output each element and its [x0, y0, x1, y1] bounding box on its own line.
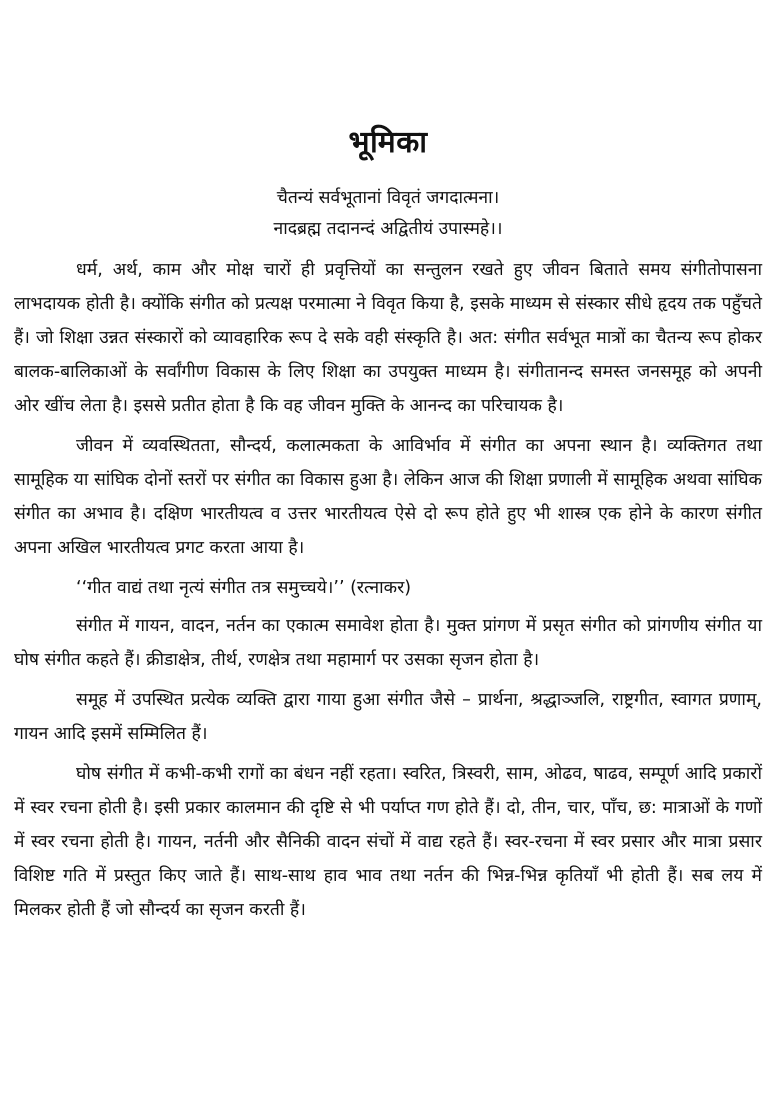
document-page	[14, 120, 762, 933]
verse-line: नादब्रह्म तदानन्दं अद्वितीयं उपास्महे।।	[273, 219, 503, 239]
page-title: भूमिका	[348, 125, 428, 160]
paragraph: जीवन में व्यवस्थितता, सौन्दर्य, कलात्मकता के आविर्भाव में संगीत का अपना स्थान है। व्यक्तिगत तथा सामूहिक या सांघिक दोनों स्तरों पर संगीत का विकास हुआ है। लेकिन आज की शिक्षा प्रणाली में सामूहिक अथवा सांघिक संगीत का अभाव है। दक्षिण भारतीयत्व व उत्तर भारतीयत्व ऐसे दो रूप होते हुए भी शास्त्र एक होने के कारण संगीत अपना अखिल भारतीयत्व प्रगट करता आया है।	[14, 436, 762, 558]
quotation: ‘‘गीत वाद्यं तथा नृत्यं संगीत तत्र समुच्चये।’’ (रत्नाकर)	[76, 578, 412, 598]
paragraph: समूह में उपस्थित प्रत्येक व्यक्ति द्वारा गाया हुआ संगीत जैसे – प्रार्थना, श्रद्धाञ्जलि, राष्ट्रगीत, स्वागत प्रणाम्, गायन आदि इसमें सम्मिलित हैं।	[14, 690, 762, 744]
sanskrit-verse	[14, 183, 762, 245]
paragraph: संगीत में गायन, वादन, नर्तन का एकात्म समावेश होता है। मुक्त प्रांगण में प्रसृत संगीत को प्रांगणीय संगीत या घोष संगीत कहते हैं। क्रीडाक्षेत्र, तीर्थ, रणक्षेत्र तथा महामार्ग पर उसका सृजन होता है।	[14, 616, 762, 670]
verse-line: चैतन्यं सर्वभूतानां विवृतं जगदात्मना।	[276, 188, 500, 208]
paragraph: घोष संगीत में कभी-कभी रागों का बंधन नहीं रहता। स्वरित, त्रिस्वरी, साम, ओढव, षाढव, सम्पूर्ण आदि प्रकारों में स्वर रचना होती है। इसी प्रकार कालमान की दृष्टि से भी पर्याप्त गण होते हैं। दो, तीन, चार, पाँच, छ: मात्राओं के गणों में स्वर रचना होती है। गायन, नर्तनी और सैनिकी वादन संचों में वाद्य रहते हैं। स्वर-रचना में स्वर प्रसार और मात्रा प्रसार विशिष्ट गति में प्रस्तुत किए जाते हैं। साथ-साथ हाव भाव तथा नर्तन की भिन्न-भिन्न कृतियाँ भी होती हैं। सब लय में मिलकर होती हैं जो सौन्दर्य का सृजन करती हैं।	[14, 764, 762, 920]
paragraph: धर्म, अर्थ, काम और मोक्ष चारों ही प्रवृत्तियों का सन्तुलन रखते हुए जीवन बिताते समय संगीतोपासना लाभदायक होती है। क्योंकि संगीत को प्रत्यक्ष परमात्मा ने विवृत किया है, इसके माध्यम से संस्कार सीधे हृदय तक पहुँचते हैं। जो शिक्षा उन्नत संस्कारों को व्यावहारिक रूप दे सके वही संस्कृति है। अत: संगीत सर्वभूत मात्रों का चैतन्य रूप होकर बालक-बालिकाओं के सर्वांगीण विकास के लिए शिक्षा का उपयुक्त माध्यम है। संगीतानन्द समस्त जनसमूह को अपनी ओर खींच लेता है। इससे प्रतीत होता है कि वह जीवन मुक्ति के आनन्द का परिचायक है।	[14, 260, 762, 416]
